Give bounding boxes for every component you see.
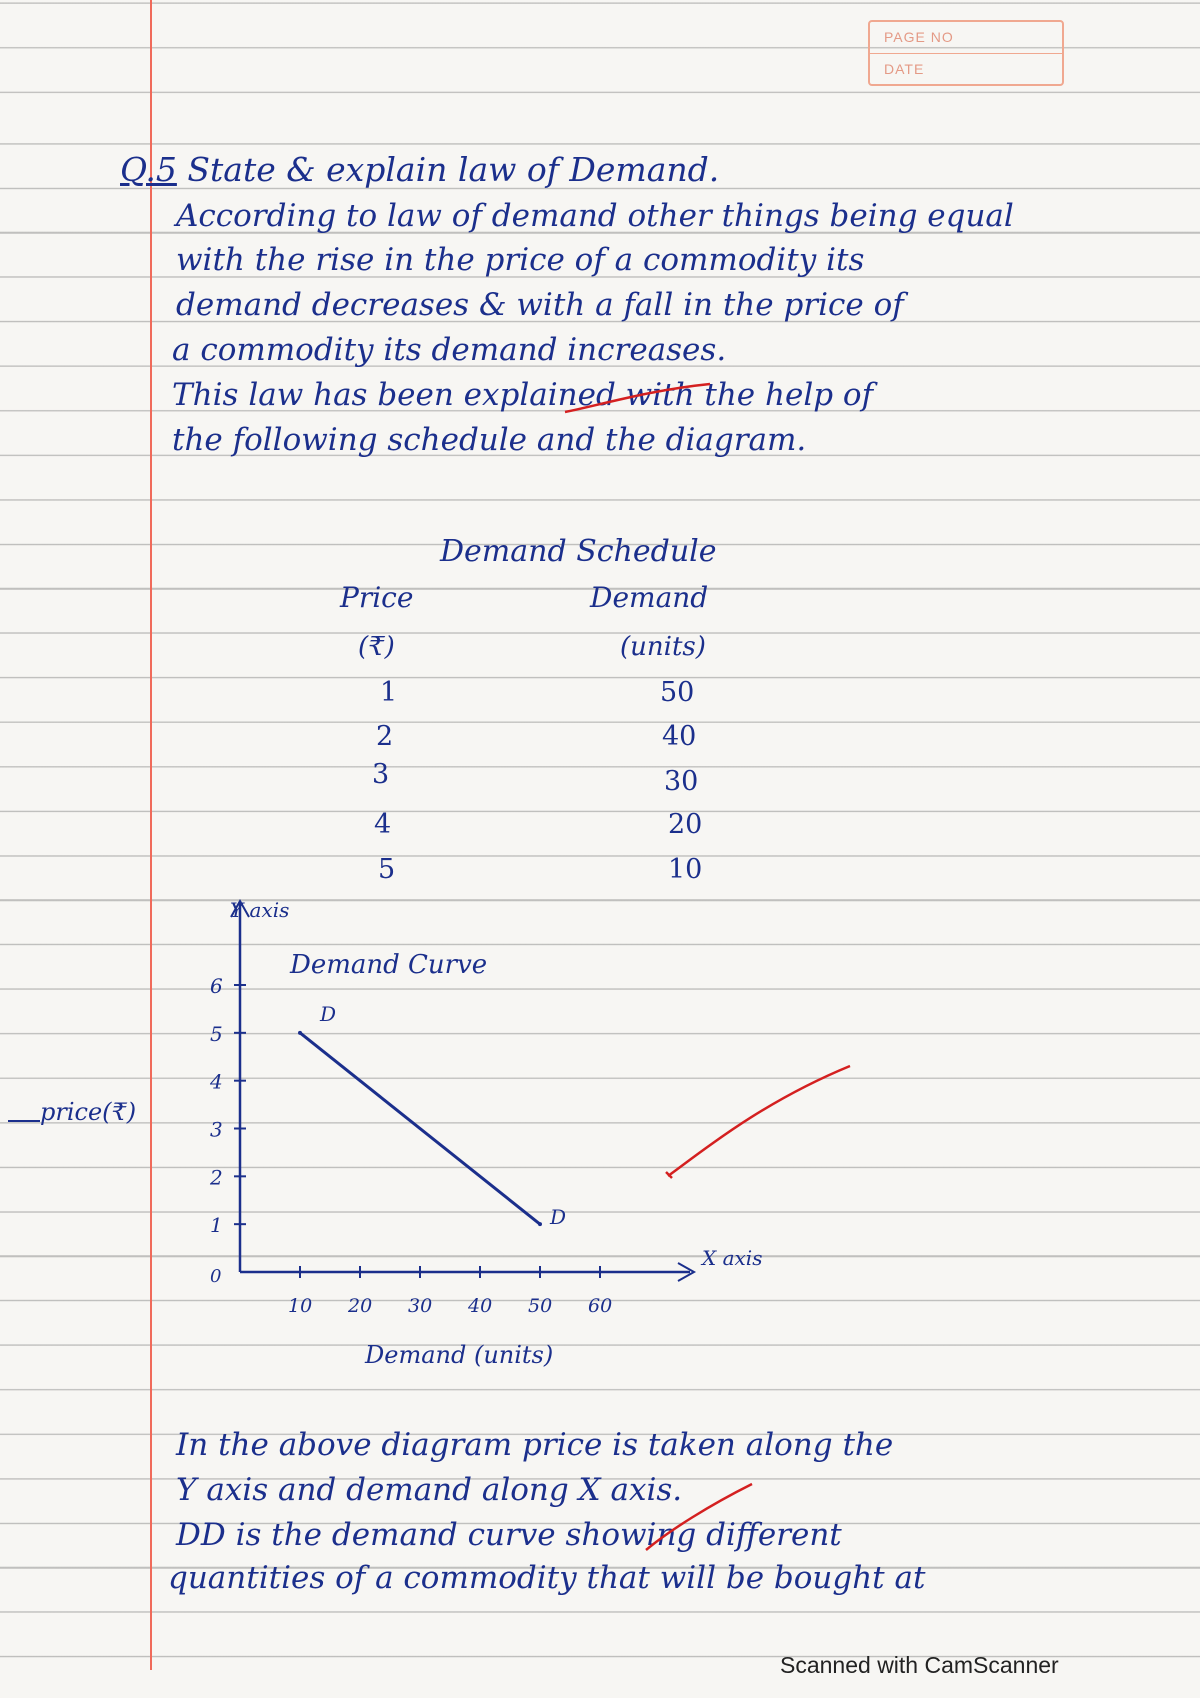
schedule-price-header: Price bbox=[340, 581, 414, 614]
red-correction-mark bbox=[640, 1480, 760, 1555]
x-tick-label: 60 bbox=[588, 1295, 613, 1317]
origin-label: 0 bbox=[210, 1266, 222, 1287]
schedule-price-cell: 3 bbox=[372, 759, 390, 790]
schedule-demand-cell: 30 bbox=[664, 766, 699, 797]
schedule-demand-cell: 50 bbox=[660, 677, 695, 708]
explanation-line: a commodity its demand increases. bbox=[172, 332, 727, 368]
schedule-demand-header: Demand bbox=[590, 581, 709, 614]
date-label: DATE bbox=[884, 61, 925, 77]
schedule-demand-unit: (units) bbox=[620, 632, 706, 662]
schedule-price-cell: 5 bbox=[378, 854, 396, 885]
curve-point-label: D bbox=[320, 1001, 337, 1026]
schedule-demand-cell: 10 bbox=[668, 854, 703, 885]
page-date-box bbox=[868, 20, 1064, 86]
schedule-demand-cell: 20 bbox=[668, 809, 703, 840]
conclusion-line: Y axis and demand along X axis. bbox=[176, 1472, 683, 1508]
explanation-line: demand decreases & with a fall in the price of bbox=[176, 287, 904, 323]
x-axis-label: Demand (units) bbox=[365, 1341, 554, 1369]
explanation-line: with the rise in the price of a commodity its bbox=[176, 242, 865, 278]
y-axis-label: price(₹) bbox=[40, 1098, 137, 1126]
x-axis-name: X axis bbox=[702, 1246, 763, 1270]
conclusion-line: quantities of a commodity that will be bought at bbox=[168, 1560, 926, 1596]
question-title: State & explain law of Demand. bbox=[187, 150, 720, 189]
x-tick-label: 10 bbox=[288, 1295, 313, 1317]
schedule-demand-cell: 40 bbox=[662, 721, 697, 752]
red-correction-mark bbox=[560, 380, 720, 420]
curve-point-label: D bbox=[550, 1205, 567, 1230]
page-no-label: PAGE NO bbox=[870, 22, 1062, 54]
question-number: Q.5 bbox=[120, 150, 177, 189]
demand-curve-chart bbox=[0, 895, 1200, 1375]
question-heading bbox=[120, 150, 719, 190]
conclusion-line: DD is the demand curve showing different bbox=[176, 1517, 842, 1553]
data-point bbox=[298, 1031, 302, 1035]
schedule-price-cell: 4 bbox=[374, 809, 392, 840]
explanation-line: the following schedule and the diagram. bbox=[172, 422, 807, 458]
schedule-price-cell: 1 bbox=[380, 677, 398, 708]
y-tick-label: 3 bbox=[210, 1117, 223, 1142]
y-tick-label: 4 bbox=[210, 1069, 223, 1094]
margin-line bbox=[150, 0, 152, 1670]
y-tick-label: 5 bbox=[210, 1021, 223, 1046]
x-tick-label: 30 bbox=[408, 1295, 433, 1317]
y-tick-label: 2 bbox=[210, 1165, 223, 1190]
red-tick-mark bbox=[660, 1058, 860, 1188]
schedule-price-cell: 2 bbox=[376, 721, 394, 752]
schedule-price-unit: (₹) bbox=[358, 632, 395, 662]
y-axis-name: Y axis bbox=[230, 898, 290, 922]
demand-curve-line bbox=[300, 1033, 540, 1224]
x-tick-label: 50 bbox=[528, 1295, 553, 1317]
y-tick-label: 6 bbox=[210, 974, 223, 998]
schedule-title: Demand Schedule bbox=[440, 534, 717, 569]
explanation-line: This law has been explained with the help of bbox=[172, 377, 874, 413]
chart-title: Demand Curve bbox=[290, 950, 488, 980]
conclusion-line: In the above diagram price is taken along the bbox=[176, 1427, 894, 1463]
y-tick-label: 1 bbox=[210, 1213, 223, 1238]
x-tick-label: 20 bbox=[348, 1295, 373, 1317]
data-point bbox=[538, 1222, 542, 1226]
x-tick-label: 40 bbox=[468, 1295, 493, 1317]
explanation-line: According to law of demand other things being equal bbox=[176, 198, 1014, 234]
scanner-watermark: Scanned with CamScanner bbox=[780, 1652, 1059, 1678]
